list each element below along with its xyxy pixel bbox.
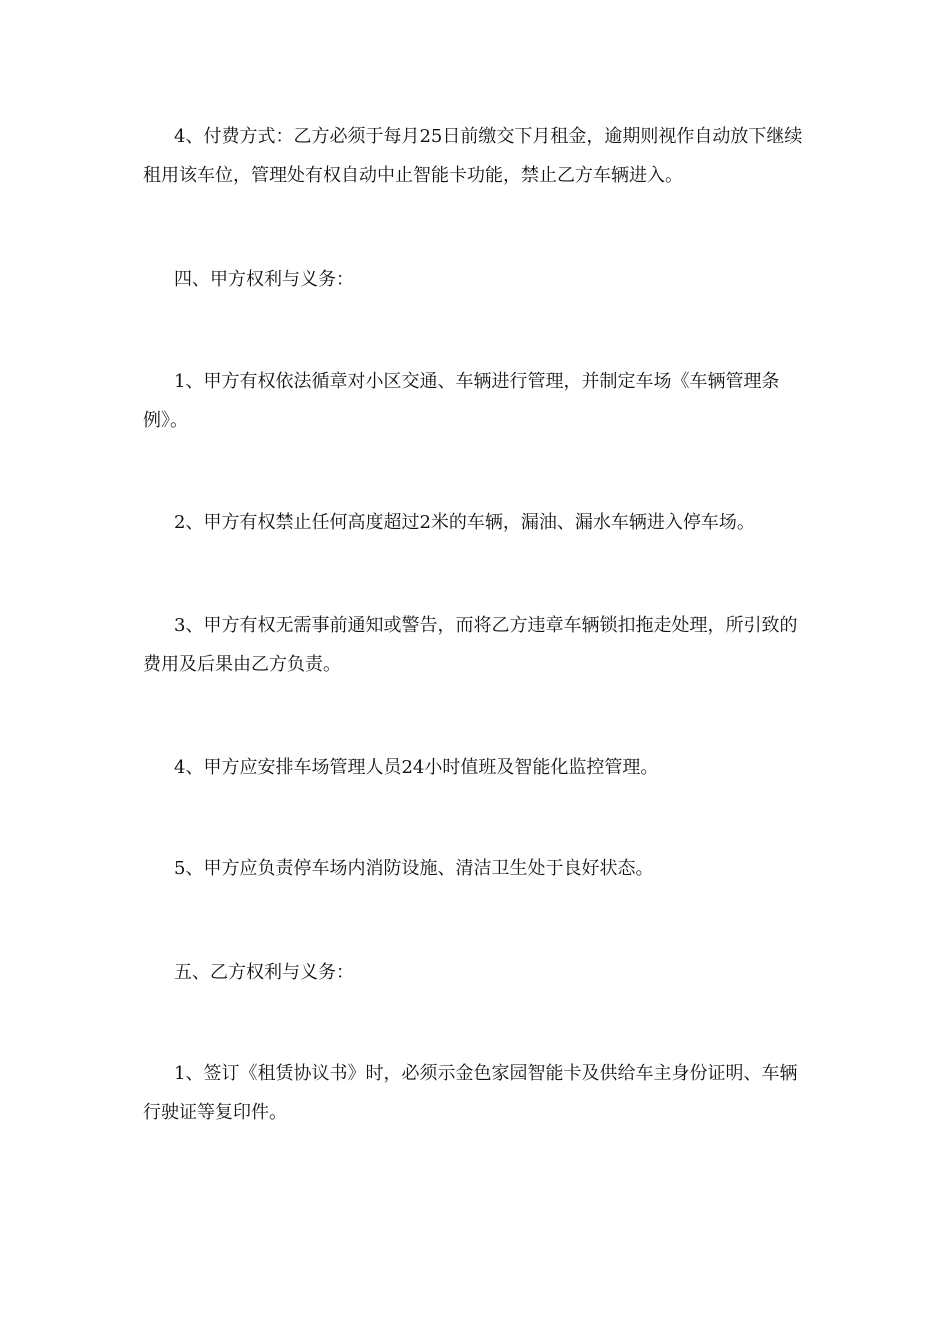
paragraph-a-3: 3、甲方有权无需事前通知或警告，而将乙方违章车辆锁扣拖走处理，所引致的费用及后果由乙方负责。: [143, 615, 798, 675]
section-heading-party-a: 四、甲方权利与义务：: [174, 269, 354, 290]
paragraph-payment-method: 4、付费方式：乙方必须于每月25日前缴交下月租金，逾期则视作自动放下继续租用该车位，管理处有权自动中止智能卡功能，禁止乙方车辆进入。: [143, 126, 803, 186]
paragraph-b-1: 1、签订《租赁协议书》时，必须示金色家园智能卡及供给车主身份证明、车辆行驶证等复印件。: [143, 1063, 798, 1123]
paragraph-a-4: 4、甲方应安排车场管理人员24小时值班及智能化监控管理。: [174, 757, 659, 778]
paragraph-a-2: 2、甲方有权禁止任何高度超过2米的车辆，漏油、漏水车辆进入停车场。: [174, 512, 755, 533]
section-heading-party-b: 五、乙方权利与义务：: [174, 962, 354, 983]
paragraph-a-5: 5、甲方应负责停车场内消防设施、清洁卫生处于良好状态。: [174, 858, 654, 879]
paragraph-a-1: 1、甲方有权依法循章对小区交通、车辆进行管理，并制定车场《车辆管理条例》。: [143, 371, 780, 431]
